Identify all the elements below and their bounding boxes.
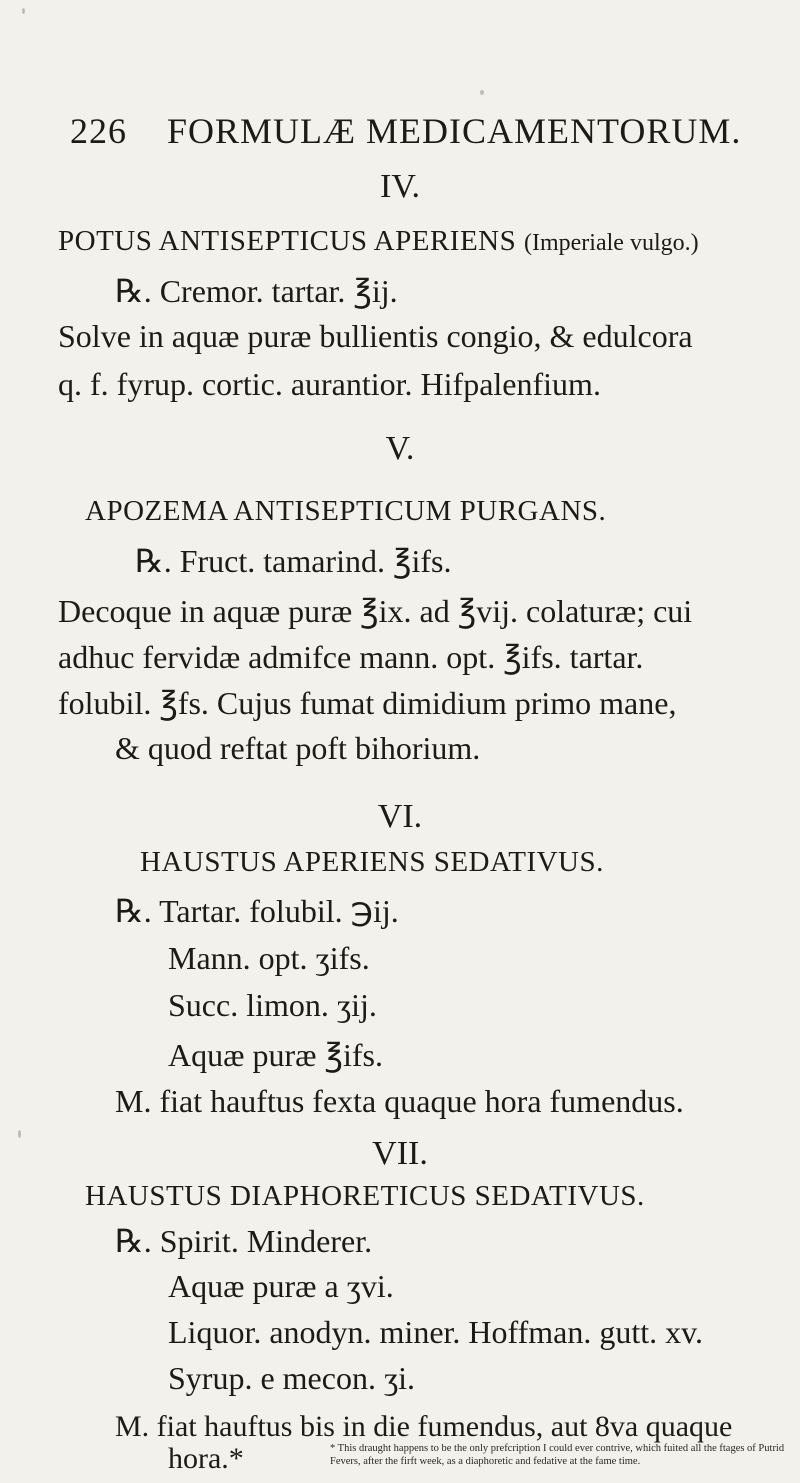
recipe-line: folubil. ℥fs. Cujus fumat dimidium primo mane, <box>58 685 677 721</box>
section-title <box>58 225 699 258</box>
section-title: APOZEMA ANTISEPTICUM PURGANS. <box>85 495 607 527</box>
section-number: IV. <box>380 168 420 205</box>
paper-speck <box>22 8 25 14</box>
recipe-line: hora.* <box>168 1442 244 1475</box>
recipe-line: adhuc fervidæ admifce mann. opt. ℥ifs. tartar. <box>58 639 644 675</box>
recipe-line: Succ. limon. ʒij. <box>168 987 377 1023</box>
recipe-line: ℞. Cremor. tartar. ℥ij. <box>115 273 398 309</box>
recipe-line: Mann. opt. ʒifs. <box>168 940 370 976</box>
footnote <box>330 1442 790 1468</box>
recipe-line: M. fiat hauftus fexta quaque hora fumendus. <box>115 1083 684 1119</box>
recipe-line: q. f. fyrup. cortic. aurantior. Hifpalenfium. <box>58 366 601 402</box>
recipe-line: ℞. Fruct. tamarind. ℥ifs. <box>135 543 452 579</box>
recipe-line: Decoque in aquæ puræ ℥ix. ad ℥vij. colaturæ; cui <box>58 593 693 629</box>
running-title: FORMULÆ MEDICAMENTORUM. <box>167 111 742 151</box>
recipe-line: Aquæ puræ a ʒvi. <box>168 1268 394 1304</box>
section-number: VII. <box>372 1135 428 1172</box>
section-title-text: POTUS ANTISEPTICUS APERIENS <box>58 225 517 257</box>
paper-speck <box>480 90 484 95</box>
recipe-line: ℞. Tartar. folubil. ℈ij. <box>115 893 399 929</box>
recipe-line: M. fiat hauftus bis in die fumendus, aut 8va quaque <box>115 1410 733 1443</box>
page-number: 226 <box>70 111 127 151</box>
recipe-line: Solve in aquæ puræ bullientis congio, & edulcora <box>58 318 693 354</box>
section-number: V. <box>385 430 415 467</box>
footnote-line: the firft week, as a diaphoretic and fedative at the fame time. <box>385 1456 641 1467</box>
section-title-note: (Imperiale vulgo.) <box>524 230 699 256</box>
section-title: HAUSTUS APERIENS SEDATIVUS. <box>140 846 604 878</box>
recipe-line: Liquor. anodyn. miner. Hoffman. gutt. xv. <box>168 1314 704 1350</box>
section-number: VI. <box>377 798 423 835</box>
footnote-line: * This draught happens to be the only prefcription I could <box>330 1443 576 1454</box>
page-header <box>70 110 741 152</box>
recipe-line: ℞. Spirit. Minderer. <box>115 1223 373 1259</box>
recipe-line: Aquæ puræ ℥ifs. <box>168 1037 383 1073</box>
section-title: HAUSTUS DIAPHORETICUS SEDATIVUS. <box>85 1180 645 1212</box>
footnote-line: ever contrive, which fuited all the ftages of Putrid Fevers, after <box>330 1443 785 1467</box>
recipe-line: Syrup. e mecon. ʒi. <box>168 1360 416 1396</box>
recipe-line: & quod reftat poft bihorium. <box>115 730 481 766</box>
